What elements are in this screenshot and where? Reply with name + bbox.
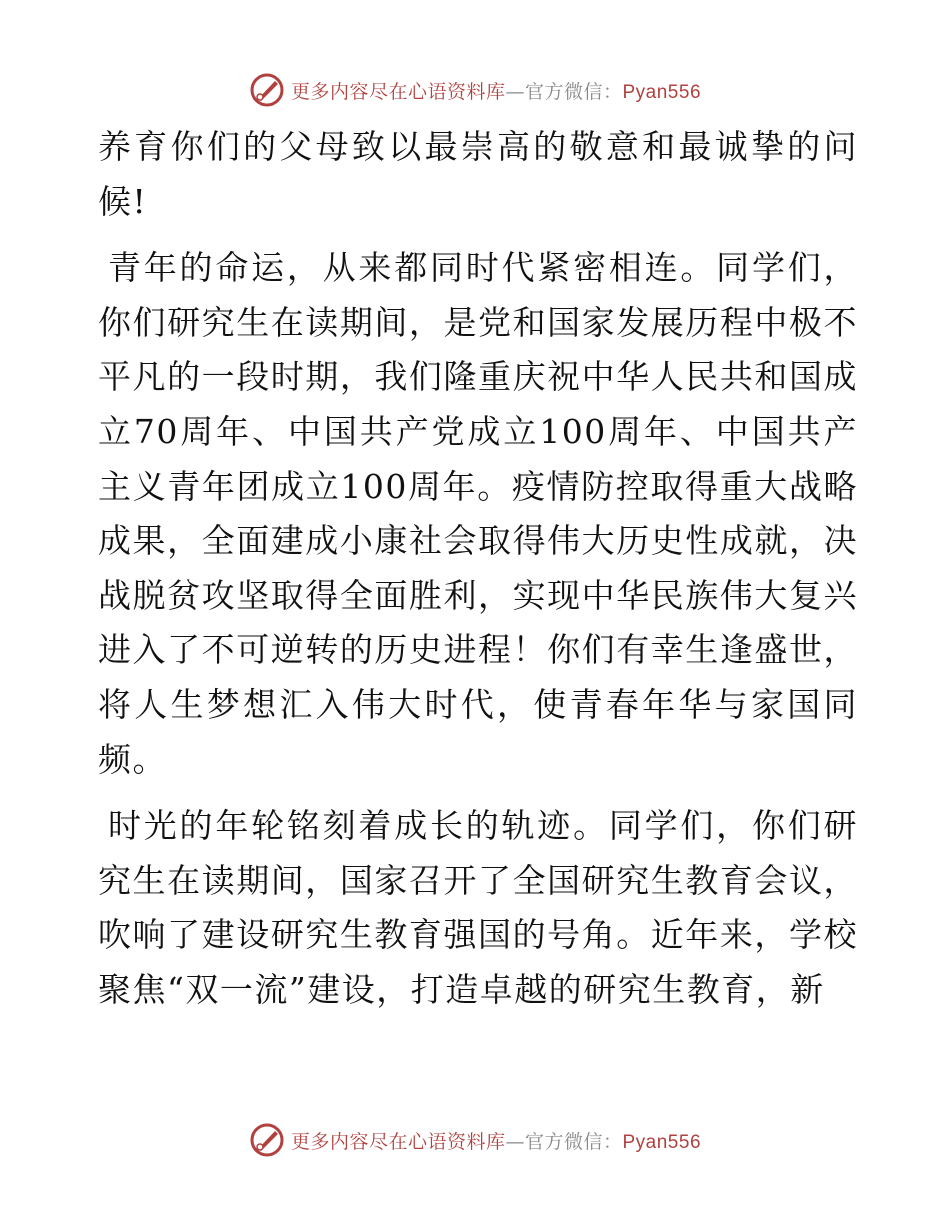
watermark-wechat-id: Pyan556 — [622, 81, 702, 103]
paragraph-2: 青年的命运，从来都同时代紧密相连。同学们，你们研究生在读期间，是党和国家发展历程中极不平凡的一段时期，我们隆重庆祝中华人民共和国成立70周年、中国共产党成立100周年、中国共产主义青年团成立100周年。疫情防控取得重大战略成果，全面建成小康社会取得伟大历史性成就，决战脱贫攻坚取得全面胜利，实现中华民族伟大复兴进入了不可逆转的历史进程！你们有幸生逢盛世，将人生梦想汇入伟大时代，使青春年华与家国同频。 — [98, 248, 858, 779]
document-body — [98, 120, 858, 1030]
paragraph-3: 时光的年轮铭刻着成长的轨迹。同学们，你们研究生在读期间，国家召开了全国研究生教育会议，吹响了建设研究生教育强国的号角。近年来，学校聚焦“双一流”建设，打造卓越的研究生教育，新 — [98, 806, 858, 1009]
header-watermark — [0, 70, 950, 110]
quill-logo-icon — [249, 1122, 285, 1158]
watermark-site: 更多内容尽在心语资料库 — [290, 1130, 506, 1153]
watermark-official-label: 官方微信： — [524, 1130, 623, 1153]
watermark-site: 更多内容尽在心语资料库 — [290, 80, 506, 103]
watermark-official-label: 官方微信： — [524, 80, 623, 103]
watermark-wechat-id: Pyan556 — [622, 1131, 702, 1153]
footer-watermark — [0, 1120, 950, 1160]
watermark-text — [291, 1127, 701, 1154]
watermark-text — [291, 77, 701, 104]
quill-logo-icon — [249, 72, 285, 108]
paragraph-1: 养育你们的父母致以最崇高的敬意和最诚挚的问候! — [98, 127, 858, 221]
watermark-dash: — — [505, 1130, 525, 1153]
watermark-dash: — — [505, 80, 525, 103]
